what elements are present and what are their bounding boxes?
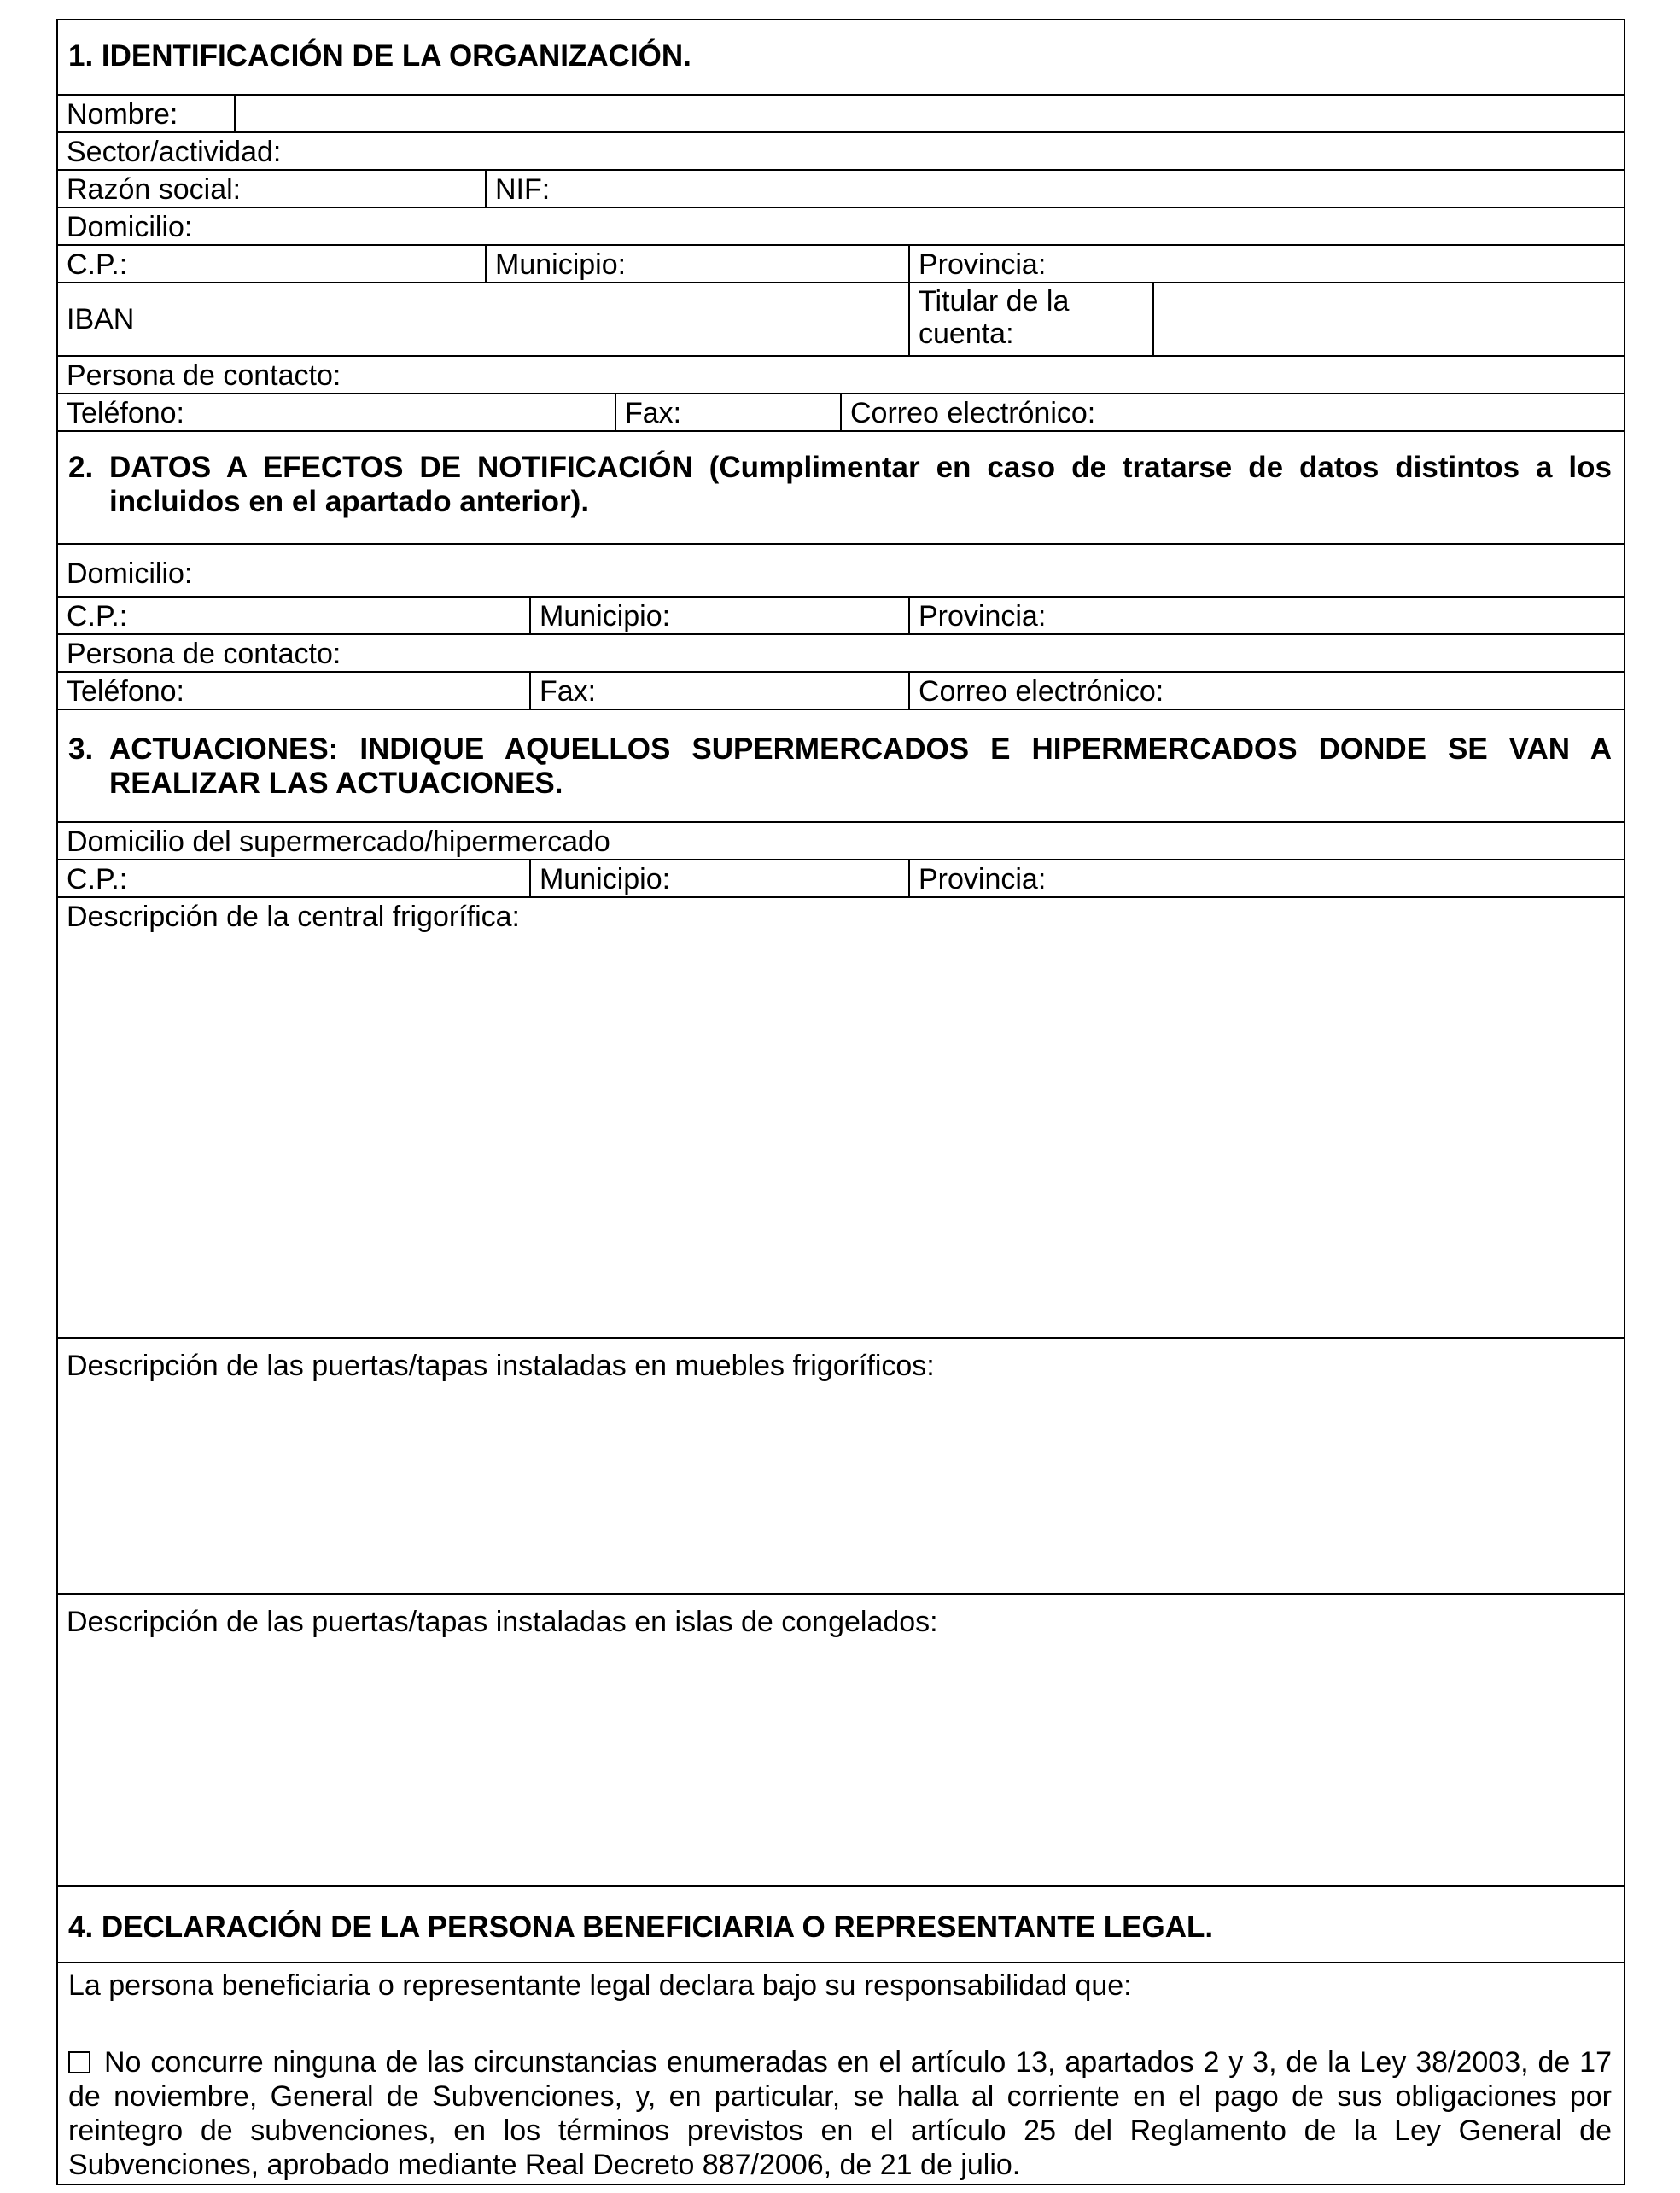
super-provincia-label: Provincia: — [919, 863, 1047, 895]
titular-label-cell — [910, 283, 1154, 355]
iban-field[interactable] — [58, 283, 910, 355]
row-super-domicilio — [58, 823, 1624, 860]
notif-persona-field[interactable] — [58, 635, 1624, 671]
super-cp-label: C.P.: — [67, 863, 128, 895]
titular-label: Titular de la cuenta: — [919, 285, 1070, 350]
super-domicilio-label: Domicilio del supermercado/hipermercado — [67, 825, 610, 858]
declaration-checkbox[interactable] — [68, 2051, 90, 2073]
notif-fax-label: Fax: — [540, 675, 597, 708]
correo-field[interactable] — [842, 394, 1624, 430]
notif-correo-label: Correo electrónico: — [919, 675, 1164, 708]
telefono-label: Teléfono: — [67, 397, 184, 429]
titular-field[interactable] — [1154, 283, 1624, 355]
notif-correo-field[interactable] — [910, 673, 1624, 709]
puertas-islas-field[interactable] — [58, 1595, 1624, 1885]
nombre-field[interactable] — [236, 96, 1624, 131]
iban-label: IBAN — [67, 303, 135, 335]
persona-contacto-field[interactable] — [58, 357, 1624, 393]
notif-domicilio-field[interactable] — [58, 545, 1624, 596]
provincia-field[interactable] — [910, 246, 1624, 282]
section2-number: 2. — [68, 451, 94, 484]
municipio-field[interactable] — [487, 246, 910, 282]
persona-contacto-label: Persona de contacto: — [67, 359, 341, 392]
row-persona-contacto — [58, 357, 1624, 394]
section4-heading-row — [58, 1887, 1624, 1963]
section2-title: DATOS A EFECTOS DE NOTIFICACIÓN (Cumplimentar en caso de tratarse de datos distintos a los incluidos en el apartado anterior). — [109, 451, 1612, 518]
notif-provincia-field[interactable] — [910, 598, 1624, 633]
telefono-field[interactable] — [58, 394, 616, 430]
notif-municipio-label: Municipio: — [540, 600, 671, 633]
row-notif-telefono — [58, 673, 1624, 710]
declaration-intro: La persona beneficiaria o representante legal declara bajo su responsabilidad que: — [68, 1969, 1132, 2002]
cp-field[interactable] — [58, 246, 487, 282]
row-domicilio — [58, 208, 1624, 246]
municipio-label: Municipio: — [495, 248, 627, 281]
section3-title: ACTUACIONES: INDIQUE AQUELLOS SUPERMERCADOS E HIPERMERCADOS DONDE SE VAN A REALIZAR LAS ACTUACIONES. — [109, 732, 1612, 800]
provincia-label: Provincia: — [919, 248, 1047, 281]
puertas-islas-label: Descripción de las puertas/tapas instaladas en islas de congelados: — [67, 1606, 938, 1638]
notif-cp-field[interactable] — [58, 598, 531, 633]
row-super-cp — [58, 860, 1624, 898]
row-sector — [58, 133, 1624, 171]
row-puertas-muebles — [58, 1339, 1624, 1595]
correo-label: Correo electrónico: — [850, 397, 1096, 429]
notif-telefono-label: Teléfono: — [67, 675, 184, 708]
section4-heading: 4. DECLARACIÓN DE LA PERSONA BENEFICIARIA O REPRESENTANTE LEGAL. — [68, 1910, 1214, 1944]
domicilio-field[interactable] — [58, 208, 1624, 244]
row-nombre — [58, 96, 1624, 133]
super-municipio-field[interactable] — [531, 860, 910, 896]
row-telefono — [58, 394, 1624, 432]
puertas-muebles-field[interactable] — [58, 1339, 1624, 1593]
razon-social-field[interactable] — [58, 171, 487, 207]
sector-field[interactable] — [58, 133, 1624, 169]
sector-label: Sector/actividad: — [67, 136, 282, 168]
row-notif-persona — [58, 635, 1624, 673]
central-label: Descripción de la central frigorífica: — [67, 901, 521, 933]
row-central — [58, 898, 1624, 1339]
section3-number: 3. — [68, 732, 94, 766]
nif-field[interactable] — [487, 171, 1624, 207]
notif-municipio-field[interactable] — [531, 598, 910, 633]
row-cp — [58, 246, 1624, 283]
row-notif-cp — [58, 598, 1624, 635]
super-provincia-field[interactable] — [910, 860, 1624, 896]
super-domicilio-field[interactable] — [58, 823, 1624, 859]
section2-heading — [68, 451, 1612, 519]
section3-heading — [68, 732, 1612, 801]
fax-label: Fax: — [625, 397, 682, 429]
declaration-item — [68, 2045, 1612, 2182]
row-razon-social — [58, 171, 1624, 208]
row-notif-domicilio — [58, 545, 1624, 598]
section1-heading: 1. IDENTIFICACIÓN DE LA ORGANIZACIÓN. — [68, 39, 691, 73]
nombre-label-cell — [58, 96, 236, 131]
notif-provincia-label: Provincia: — [919, 600, 1047, 633]
nif-label: NIF: — [495, 173, 551, 206]
domicilio-label: Domicilio: — [67, 211, 193, 243]
section3-heading-row — [58, 710, 1624, 823]
declaration-text: No concurre ninguna de las circunstancias enumeradas en el artículo 13, apartados 2 y 3, de la Ley 38/2003, de 17 de noviembre, General de Subvenciones, y, en particular, se halla al corriente en el pago de sus obligaciones por reintegro de subvenciones, en los términos previstos en el artículo 25 del Reglamento de la Ley General de Subvenciones, aprobado mediante Real Decreto 887/2006, de 21 de julio. — [68, 2046, 1612, 2181]
notif-telefono-field[interactable] — [58, 673, 531, 709]
application-form — [56, 19, 1625, 2185]
notif-cp-label: C.P.: — [67, 600, 128, 633]
row-iban — [58, 283, 1624, 357]
notif-domicilio-label: Domicilio: — [67, 557, 193, 590]
cp-label: C.P.: — [67, 248, 128, 281]
puertas-muebles-label: Descripción de las puertas/tapas instaladas en muebles frigoríficos: — [67, 1350, 935, 1382]
razon-social-label: Razón social: — [67, 173, 242, 206]
notif-fax-field[interactable] — [531, 673, 910, 709]
notif-persona-label: Persona de contacto: — [67, 638, 341, 670]
super-cp-field[interactable] — [58, 860, 531, 896]
section1-heading-row — [58, 20, 1624, 96]
nombre-label: Nombre: — [67, 98, 178, 131]
central-field[interactable] — [58, 898, 1624, 1337]
section4-body — [58, 1963, 1624, 2184]
section2-heading-row — [58, 432, 1624, 545]
super-municipio-label: Municipio: — [540, 863, 671, 895]
fax-field[interactable] — [616, 394, 842, 430]
row-puertas-islas — [58, 1595, 1624, 1887]
